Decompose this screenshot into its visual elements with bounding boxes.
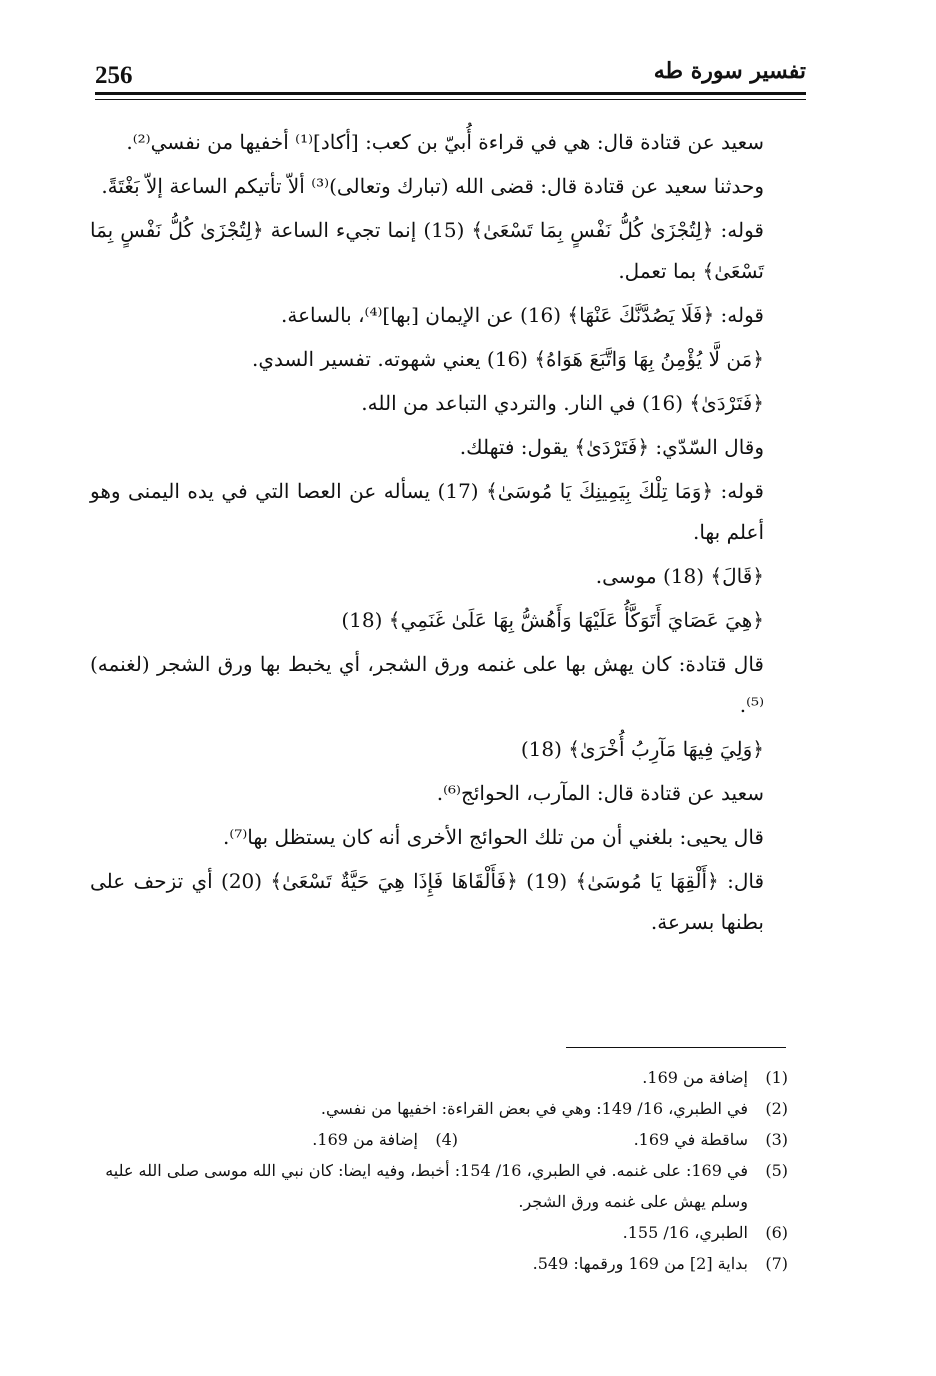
main-text xyxy=(90,122,812,946)
footnote-text: ساقطة في 169. xyxy=(633,1130,748,1149)
footnote-text: في 169: على غنمه. في الطبري، 16/ 154: أخبط، وفيه ايضا: كان نبي الله موسى صلى الله عليه وسلم يهش على غنمه ورق الشجر. xyxy=(105,1161,748,1211)
paragraph: ﴿مَن لَّا يُؤْمِنُ بِهَا وَاتَّبَعَ هَوَاهُ﴾ (16) يعني شهوته. تفسير السدي. xyxy=(252,347,764,371)
paragraph: ﴿فَتَرْدَىٰ﴾ (16) في النار. والتردي التباعد من الله. xyxy=(361,391,764,415)
footnote xyxy=(80,1217,788,1248)
footnote-number: (3) xyxy=(765,1130,788,1149)
paragraph: قال: ﴿أَلْقِهَا يَا مُوسَىٰ﴾ (19) ﴿فَأَلْقَاهَا فَإِذَا هِيَ حَيَّةٌ تَسْعَىٰ﴾ (20) أي تزحف على بطنها بسرعة. xyxy=(90,869,765,934)
paragraph: ﴿هِيَ عَصَايَ أَتَوَكَّأُ عَلَيْهَا وَأَهُشُّ بِهَا عَلَىٰ غَنَمِي﴾ (18) xyxy=(341,608,764,632)
footnote-number: (4) xyxy=(435,1130,458,1149)
footnote-number: (6) xyxy=(765,1223,788,1242)
paragraph: ﴿وَلِيَ فِيهَا مَآرِبُ أُخْرَىٰ﴾ (18) xyxy=(520,737,764,761)
page-number: 256 xyxy=(95,62,133,89)
paragraph: قوله: ﴿لِتُجْزَىٰ كُلُّ نَفْسٍ بِمَا تَسْعَىٰ﴾ (15) إنما تجيء الساعة ﴿لِتُجْزَىٰ كُلُّ نَفْسٍ بِمَا تَسْعَىٰ﴾ بما تعمل. xyxy=(90,218,764,283)
paragraph: قوله: ﴿فَلَا يَصُدَّنَّكَ عَنْهَا﴾ (16) عن الإيمان [بها]⁽⁴⁾، بالساعة. xyxy=(281,303,764,327)
paragraph: قال قتادة: كان يهش بها على غنمه ورق الشجر، أي يخبط بها ورق الشجر (لغنمه)⁽⁵⁾. xyxy=(90,652,764,717)
footnote xyxy=(80,1062,788,1093)
footnote-text: إضافة من 169. xyxy=(312,1130,418,1149)
footnote-number: (2) xyxy=(765,1099,788,1118)
header-rule-thick xyxy=(95,92,806,95)
paragraph: وقال السّدّي: ﴿فَتَرْدَىٰ﴾ يقول: فتهلك. xyxy=(459,435,764,459)
footnote-number: (1) xyxy=(765,1068,788,1087)
footnotes xyxy=(80,1062,788,1279)
footnote xyxy=(80,1155,788,1217)
running-title: تفسير سورة طه xyxy=(653,58,806,84)
paragraph: قوله: ﴿وَمَا تِلْكَ بِيَمِينِكَ يَا مُوسَىٰ﴾ (17) يسأله عن العصا التي في يده اليمنى وهو أعلم بها. xyxy=(90,479,764,544)
footnote-text: بداية [2] من 169 ورقمها: 549. xyxy=(532,1254,748,1273)
header-rule-thin xyxy=(95,99,806,100)
footnote xyxy=(80,1093,788,1124)
footnote-separator xyxy=(566,1047,786,1048)
paragraph: قال يحيى: بلغني أن من تلك الحوائج الأخرى أنه كان يستظل بها⁽⁷⁾. xyxy=(223,825,764,849)
footnote-text: في الطبري، 16/ 149: وهي في بعض القراءة: اخفيها من نفسي. xyxy=(320,1099,748,1118)
footnote xyxy=(80,1248,788,1279)
paragraph: سعيد عن قتادة قال: المآرب، الحوائج⁽⁶⁾. xyxy=(436,781,764,805)
footnote-number: (7) xyxy=(765,1254,788,1273)
paragraph: سعيد عن قتادة قال: هي في قراءة أُبيّ بن كعب: [أكاد]⁽¹⁾ أخفيها من نفسي⁽²⁾. xyxy=(126,130,764,154)
footnote-text: إضافة من 169. xyxy=(642,1068,748,1087)
footnote-number: (5) xyxy=(765,1161,788,1180)
paragraph: وحدثنا سعيد عن قتادة قال: قضى الله (تبارك وتعالى)⁽³⁾ ألاّ تأتيكم الساعة إلاّ بَغْتَةً. xyxy=(101,174,764,198)
footnote-pair xyxy=(80,1124,788,1155)
paragraph: ﴿قَالَ﴾ (18) موسى. xyxy=(595,564,764,588)
footnote-text: الطبري، 16/ 155. xyxy=(622,1223,748,1242)
footnote xyxy=(458,1124,788,1155)
footnote xyxy=(128,1124,458,1155)
page-header xyxy=(95,54,806,88)
